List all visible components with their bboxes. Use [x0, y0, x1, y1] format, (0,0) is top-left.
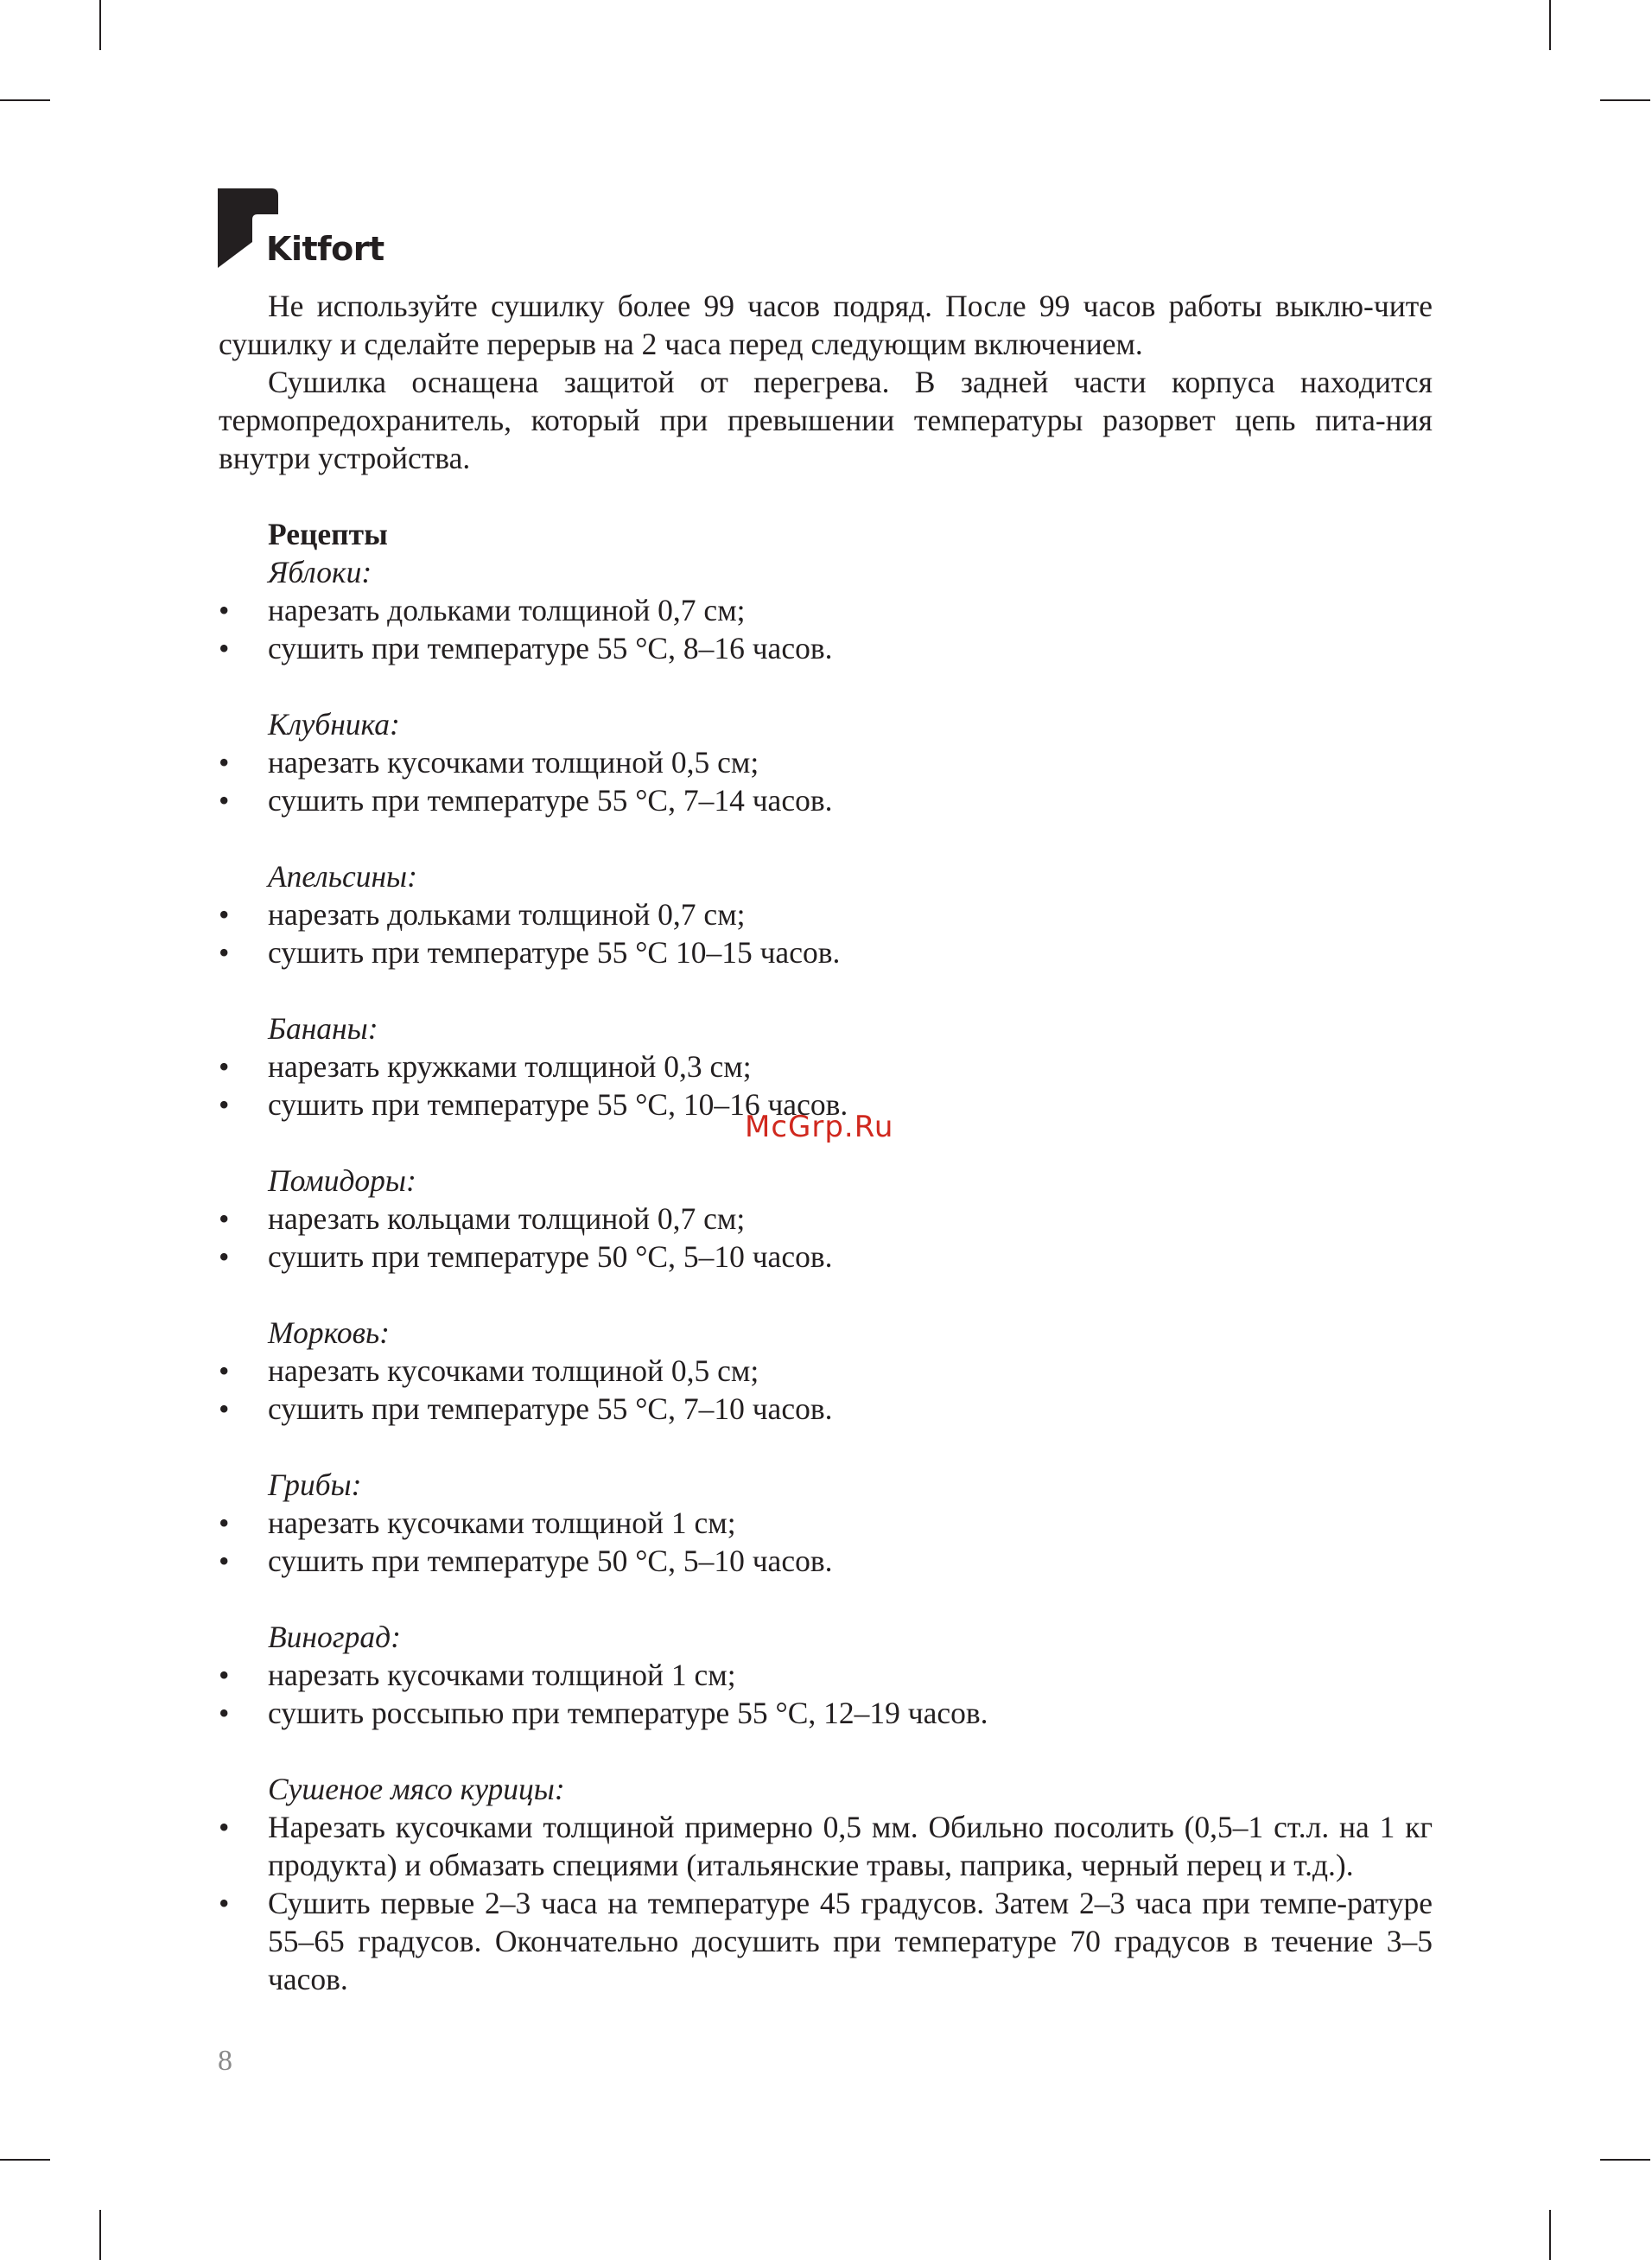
recipe-name: Грибы:	[268, 1467, 362, 1502]
list-item	[219, 1390, 1433, 1428]
recipe-step-text: нарезать кружками толщиной 0,3 см;	[268, 1049, 752, 1084]
list-item	[219, 1694, 1433, 1732]
crop-mark	[99, 0, 101, 50]
page-number: 8	[218, 2045, 232, 2077]
recipe-name: Помидоры:	[268, 1163, 416, 1198]
list-item	[219, 591, 1433, 629]
bullet-icon: •	[219, 1391, 230, 1426]
recipe-name: Сушеное мясо курицы:	[268, 1772, 565, 1806]
list-item	[219, 1200, 1433, 1238]
bullet-icon: •	[219, 1696, 230, 1730]
recipe-step-text: сушить россыпью при температуре 55 °С, 12–19 часов.	[268, 1696, 988, 1730]
recipe-steps	[219, 743, 1433, 819]
recipe-name: Апельсины:	[268, 859, 417, 894]
recipe-block	[219, 1466, 1433, 1580]
list-item	[219, 1808, 1433, 1884]
recipe-name: Виноград:	[268, 1620, 401, 1654]
list-item	[219, 1884, 1433, 1998]
bullet-icon: •	[219, 1239, 230, 1274]
recipe-block	[219, 857, 1433, 971]
recipe-step-text: нарезать кусочками толщиной 0,5 см;	[268, 745, 759, 780]
recipe-step-text: нарезать дольками толщиной 0,7 см;	[268, 897, 746, 932]
section-title: Рецепты	[268, 517, 388, 551]
recipe-steps	[219, 1200, 1433, 1276]
intro-paragraph: Сушилка оснащена защитой от перегрева. В задней части корпуса находится термопредохранитель, который при превышении температуры разорвет цепь пита-ния внутри устройства.	[219, 365, 1433, 475]
recipe-name: Клубника:	[268, 707, 400, 742]
recipe-block	[219, 1770, 1433, 1998]
crop-mark	[1600, 2159, 1650, 2161]
recipe-step-text: сушить при температуре 55 °С, 7–14 часов.	[268, 783, 833, 818]
recipe-steps	[219, 1352, 1433, 1428]
bullet-icon: •	[219, 1201, 230, 1236]
recipe-block	[219, 1618, 1433, 1732]
recipe-step-text: нарезать кусочками толщиной 1 см;	[268, 1506, 736, 1540]
bullet-icon: •	[219, 1886, 230, 1920]
recipe-block	[219, 1162, 1433, 1276]
recipe-steps	[219, 1808, 1433, 1998]
list-item	[219, 1047, 1433, 1085]
recipe-step-text: сушить при температуре 50 °С, 5–10 часов.	[268, 1239, 833, 1274]
list-item	[219, 629, 1433, 667]
bullet-icon: •	[219, 1810, 230, 1844]
recipe-block	[219, 705, 1433, 819]
recipe-step-text: сушить при температуре 55 °С, 10–16 часов.	[268, 1087, 848, 1122]
recipe-steps	[219, 1504, 1433, 1580]
bullet-icon: •	[219, 1544, 230, 1578]
recipe-name: Яблоки:	[268, 555, 372, 589]
recipe-step-text: нарезать дольками толщиной 0,7 см;	[268, 593, 746, 627]
crop-mark	[1549, 2210, 1551, 2260]
bullet-icon: •	[219, 897, 230, 932]
list-item	[219, 1238, 1433, 1276]
recipe-steps	[219, 591, 1433, 667]
recipe-block	[219, 1009, 1433, 1124]
recipe-steps	[219, 1656, 1433, 1732]
crop-mark	[0, 2159, 50, 2161]
list-item	[219, 781, 1433, 819]
bullet-icon: •	[219, 1506, 230, 1540]
list-item	[219, 1542, 1433, 1580]
bullet-icon: •	[219, 1353, 230, 1388]
bullet-icon: •	[219, 1049, 230, 1084]
bullet-icon: •	[219, 935, 230, 970]
recipe-step-text: нарезать кольцами толщиной 0,7 см;	[268, 1201, 746, 1236]
crop-mark	[1600, 99, 1650, 101]
bullet-icon: •	[219, 1087, 230, 1122]
bullet-icon: •	[219, 783, 230, 818]
bullet-icon: •	[219, 1658, 230, 1692]
intro-paragraph: Не используйте сушилку более 99 часов подряд. После 99 часов работы выклю-чите сушилку и сделайте перерыв на 2 часа перед следующим включением.	[219, 289, 1433, 361]
list-item	[219, 743, 1433, 781]
list-item	[219, 1656, 1433, 1694]
recipe-step-text: сушить при температуре 55 °С, 7–10 часов.	[268, 1391, 833, 1426]
crop-mark	[1549, 0, 1551, 50]
brand-name: Kitfort	[266, 230, 384, 268]
bullet-icon: •	[219, 631, 230, 665]
recipe-step-text: Нарезать кусочками толщиной примерно 0,5 мм. Обильно посолить (0,5–1 ст.л. на 1 кг продукта) и обмазать специями (итальянские травы, паприка, черный перец и т.д.).	[268, 1810, 1433, 1882]
watermark: McGrp.Ru	[745, 1110, 894, 1144]
crop-mark	[0, 99, 50, 101]
list-item	[219, 1352, 1433, 1390]
recipe-name: Бананы:	[268, 1011, 378, 1046]
recipe-list	[219, 553, 1433, 1998]
recipe-steps	[219, 895, 1433, 971]
recipe-step-text: нарезать кусочками толщиной 0,5 см;	[268, 1353, 759, 1388]
recipe-block	[219, 553, 1433, 667]
recipe-step-text: Сушить первые 2–3 часа на температуре 45 градусов. Затем 2–3 часа при темпе-ратуре 55–65 градусов. Окончательно досушить при температуре 70 градусов в течение 3–5 часов.	[268, 1886, 1433, 1996]
recipe-block	[219, 1314, 1433, 1428]
recipe-step-text: нарезать кусочками толщиной 1 см;	[268, 1658, 736, 1692]
bullet-icon: •	[219, 745, 230, 780]
crop-mark	[99, 2210, 101, 2260]
recipe-step-text: сушить при температуре 55 °С 10–15 часов.	[268, 935, 841, 970]
recipe-name: Морковь:	[268, 1315, 390, 1350]
list-item	[219, 1504, 1433, 1542]
recipe-step-text: сушить при температуре 55 °С, 8–16 часов.	[268, 631, 833, 665]
recipe-step-text: сушить при температуре 50 °С, 5–10 часов.	[268, 1544, 833, 1578]
list-item	[219, 933, 1433, 971]
bullet-icon: •	[219, 593, 230, 627]
list-item	[219, 895, 1433, 933]
